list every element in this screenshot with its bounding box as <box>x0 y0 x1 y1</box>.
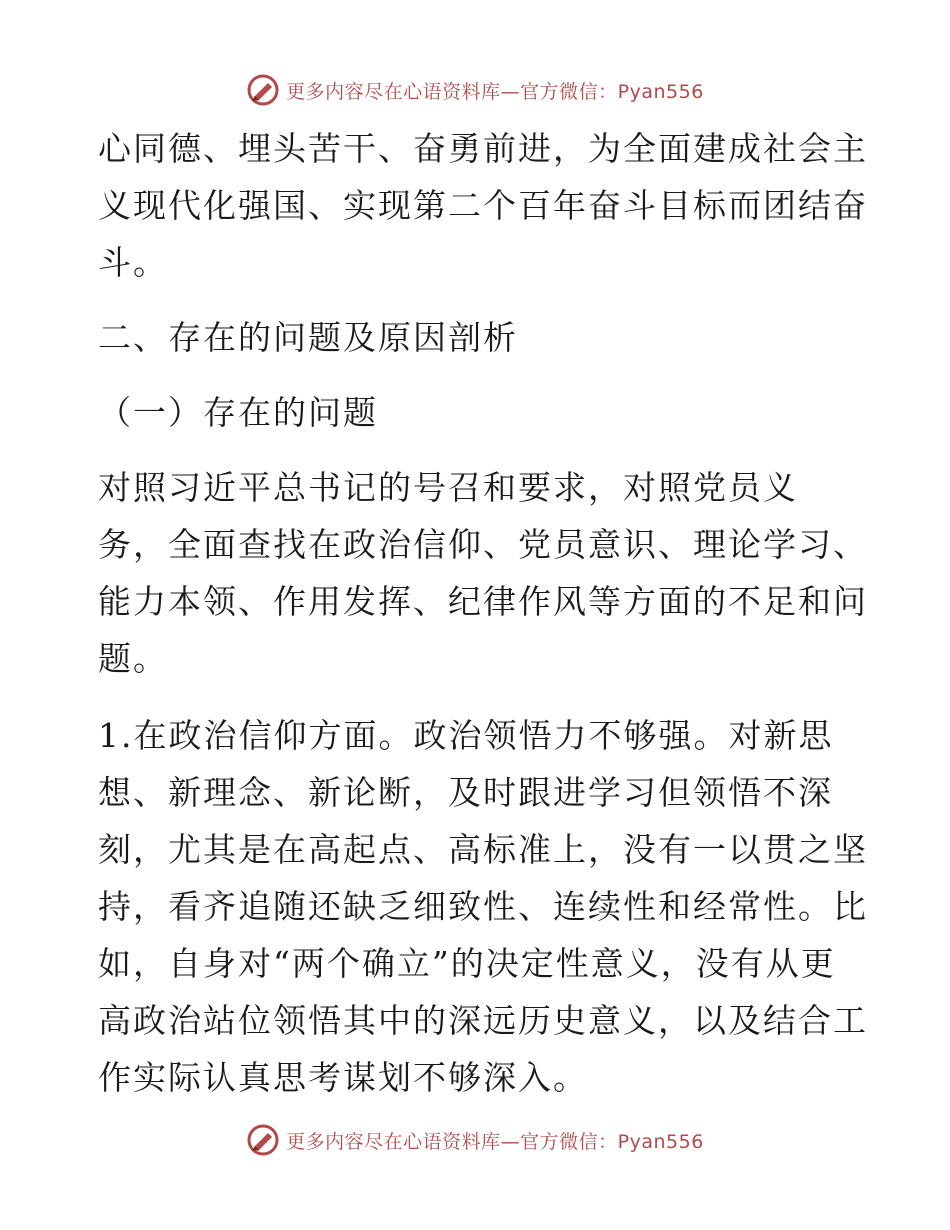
pen-circle-logo-icon <box>246 1123 280 1157</box>
text-line: 斗。 <box>98 243 168 282</box>
subsection-heading: （一）存在的问题 <box>98 393 378 432</box>
text-line: 务，全面查找在政治信仰、党员意识、理论学习、 <box>98 525 868 564</box>
text-line: 心同德、埋头苦干、奋勇前进，为全面建成社会主 <box>98 129 868 168</box>
text-line: 作实际认真思考谋划不够深入。 <box>98 1058 588 1097</box>
document-body <box>98 120 868 1106</box>
text-line: 如，自身对“两个确立”的决定性意义，没有从更 <box>98 944 836 983</box>
text-line: 想、新理念、新论断，及时跟进学习但领悟不深 <box>98 773 833 812</box>
section-heading: 二、存在的问题及原因剖析 <box>98 318 518 357</box>
text-line: 义现代化强国、实现第二个百年奋斗目标而团结奋 <box>98 186 868 225</box>
text-line: 高政治站位领悟其中的深远历史意义，以及结合工 <box>98 1001 868 1040</box>
watermark-text: 更多内容尽在心语资料库—官方微信：Pyan556 <box>286 80 704 103</box>
watermark-text: 更多内容尽在心语资料库—官方微信：Pyan556 <box>286 1130 704 1153</box>
header-watermark-banner <box>0 70 950 110</box>
pen-circle-logo-icon <box>246 73 280 107</box>
text-line: 对照习近平总书记的号召和要求，对照党员义 <box>98 468 798 507</box>
footer-watermark-banner <box>0 1120 950 1160</box>
text-line: 题。 <box>98 639 168 678</box>
text-line: 刻，尤其是在高起点、高标准上，没有一以贯之坚 <box>98 830 868 869</box>
text-line: 能力本领、作用发挥、纪律作风等方面的不足和问 <box>98 582 868 621</box>
text-line: 持，看齐追随还缺乏细致性、连续性和经常性。比 <box>98 887 868 926</box>
text-line: 1.在政治信仰方面。政治领悟力不够强。对新思 <box>98 716 834 755</box>
